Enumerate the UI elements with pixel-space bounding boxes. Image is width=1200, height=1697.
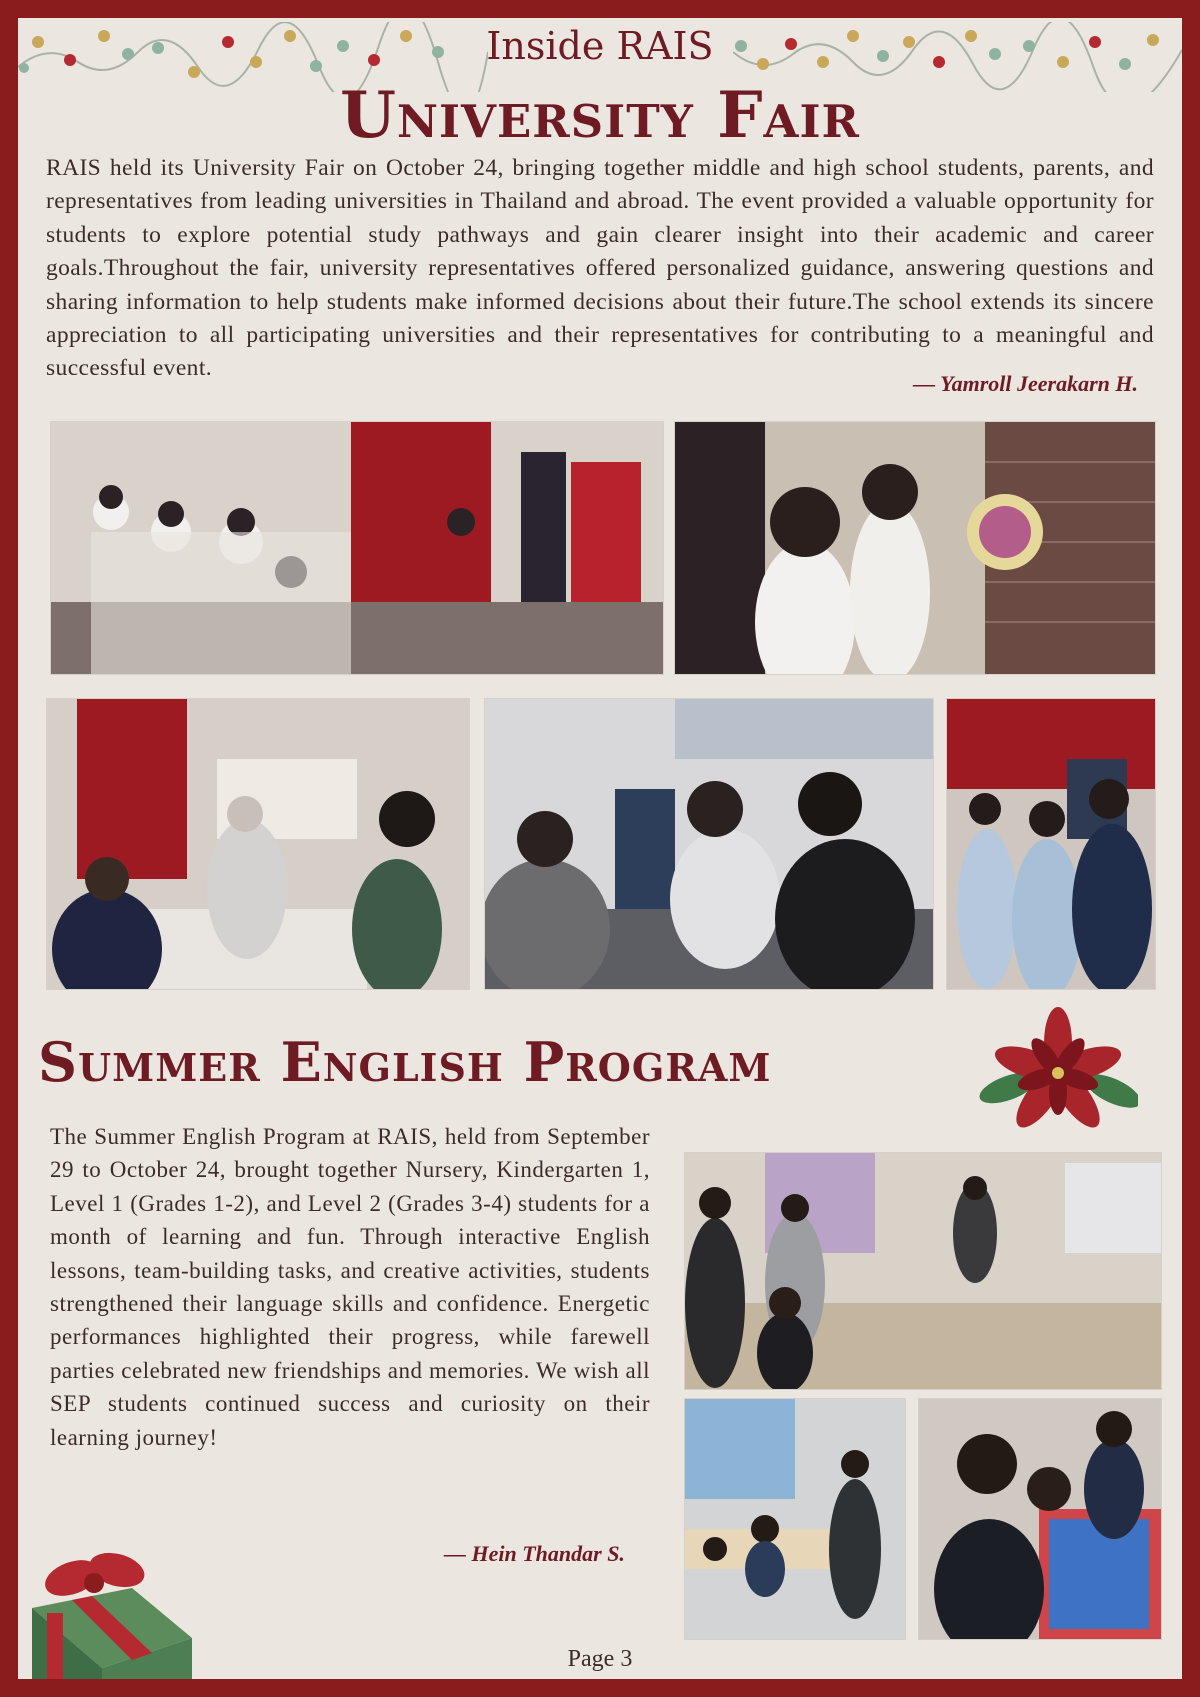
university-fair-body: RAIS held its University Fair on October 24, bringing together middle and high school students, parents, and representatives from leading universities in Thailand and abroad. The event provided a valuable opportunity for students to explore potential study pathways and gain clearer insight into their academic and career goals.Throughout the fair, university representatives offered personalized guidance, answering questions and sharing information to help students make informed decisions about their future.The school extends its sincere appreciation to all participating universities and their representatives for contributing to a meaningful and successful event. <box>46 155 1154 382</box>
fair-photo-4 <box>484 698 934 990</box>
newsletter-page <box>18 18 1182 1679</box>
sep-photo-1 <box>684 1152 1162 1390</box>
university-fair-author: — Yamroll Jeerakarn H. <box>913 371 1138 396</box>
page-number: Page 3 <box>567 1646 633 1672</box>
sep-photo-2 <box>684 1398 906 1640</box>
sep-photo-3 <box>918 1398 1162 1640</box>
summer-program-heading: Summer English Program <box>38 1030 772 1094</box>
fair-photo-1 <box>50 421 664 675</box>
summer-program-body: The Summer English Program at RAIS, held from September 29 to October 24, brought together Nursery, Kindergarten 1, Level 1 (Grades 1-2), and Level 2 (Grades 3-4) students for a month of learning and fun. Through interactive English lessons, team-building tasks, and creative activities, students strengthened their language skills and confidence. Energetic performances highlighted their progress, while farewell parties celebrated new friendships and memories. We wish all SEP students continued success and curiosity on their learning journey! <box>50 1124 650 1450</box>
fair-photo-5 <box>946 698 1156 990</box>
summer-program-author: — Hein Thandar S. <box>444 1541 625 1566</box>
fair-photo-3 <box>46 698 470 990</box>
poinsettia-icon <box>978 1003 1138 1133</box>
newsletter-title: Inside RAIS <box>486 24 714 68</box>
fair-photo-2 <box>674 421 1156 675</box>
university-fair-heading: University Fair <box>340 78 860 153</box>
